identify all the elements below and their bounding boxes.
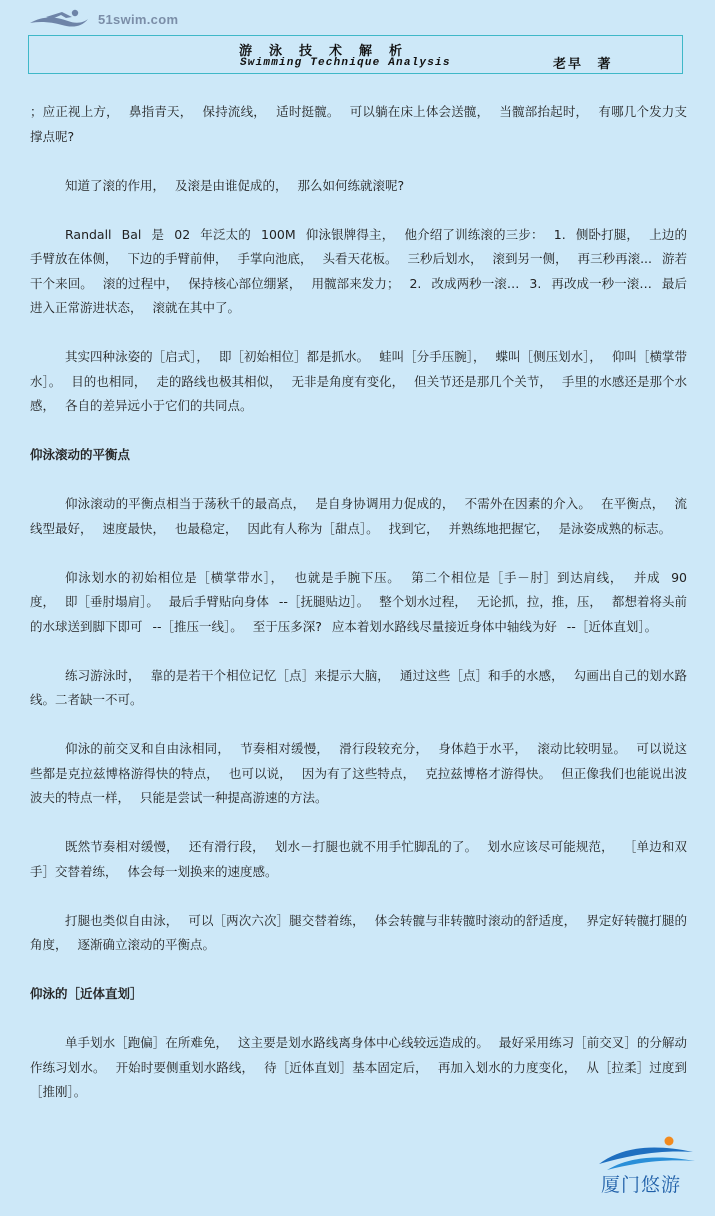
section-heading: 仰泳滚动的平衡点 [30,447,131,462]
article-header [28,35,683,74]
article-title: 游泳技术解析 [239,44,420,59]
watermark-text: 厦门悠游 [601,1174,682,1196]
article-author: 老早 著 [553,57,613,72]
wave-icon [593,1134,701,1174]
paragraph: 练习游泳时， 靠的是若干个相位记忆［点］来提示大脑， 通过这些［点］和手的水感， 勾画出自己的划水路线。二者缺一不可。 [30,667,687,707]
paragraph: 打腿也类似自由泳， 可以［两次六次］腿交替着练， 体会转髋与非转髋时滚动的舒适度， 界定好转髋打腿的角度， 逐渐确立滚动的平衡点。 [30,912,687,952]
paragraph: 仰泳划水的初始相位是［横掌带水］， 也就是手腕下压。 第二个相位是［手－肘］到达肩线， 并成 90 度， 即［垂肘塌肩］。 最后手臂贴向身体 --［抚腿贴边］。 整个划水过程， 无论抓，拉，推，压， 都想着将头前的水球送到脚下即可 --［推压一线］。 至于压多深? 应本着划水路线尽量接近身体中轴线为好 --［近体直划］。 [30,569,687,634]
section-heading: 仰泳的［近体直划］ [30,986,143,1001]
site-logo[interactable] [28,6,178,32]
paragraph: 仰泳滚动的平衡点相当于荡秋千的最高点， 是自身协调用力促成的， 不需外在因素的介入。 在平衡点， 流线型最好， 速度最快， 也最稳定， 因此有人称为［甜点］。 找到它， 并熟练地把握它， 是泳姿成熟的标志。 [30,496,687,536]
paragraph: 既然节奏相对缓慢， 还有滑行段， 划水－打腿也就不用手忙脚乱的了。 划水应该尽可能规范， ［单边和双手］交替着练， 体会每一划换来的速度感。 [30,839,687,879]
watermark-logo [593,1134,701,1200]
paragraph: ；应正视上方， 鼻指青天， 保持流线， 适时挺髋。 可以躺在床上体会送髋， 当髋部抬起时， 有哪几个发力支撑点呢? [30,104,687,144]
article-body [30,100,687,1129]
site-domain: 51swim.com [98,11,179,27]
paragraph: 知道了滚的作用， 及滚是由谁促成的， 那么如何练就滚呢? [65,177,405,193]
paragraph: Randall Bal 是 02 年泛太的 100M 仰泳银牌得主， 他介绍了训练滚的三步： 1. 侧卧打腿， 上边的手臂放在体侧， 下边的手臂前伸， 手掌向池底， 头看天花板。 三秒后划水， 滚到另一侧， 再三秒再滚... 游若干个来回。 滚的过程中， 保持核心部位绷紧， 用髋部来发力； 2. 改成两秒一滚… 3. 再改成一秒一滚… 最后进入正常游进状态， 滚就在其中了。 [30,226,687,315]
paragraph: 单手划水［跑偏］在所难免， 这主要是划水路线离身体中心线较远造成的。 最好采用练习［前交叉］的分解动作练习划水。 开始时要侧重划水路线， 待［近体直划］基本固定后， 再加入划水的力度变化， 从［拉柔］过度到［推刚］。 [30,1035,687,1099]
paragraph: 仰泳的前交叉和自由泳相同， 节奏相对缓慢， 滑行段较充分， 身体趋于水平， 滚动比较明显。 可以说这些都是克拉兹博格游得快的特点， 也可以说， 因为有了这些特点， 克拉兹博格才游得快。 但正像我们也能说出波波夫的特点一样， 只能是尝试一种提高游速的方法。 [30,741,687,805]
paragraph: 其实四种泳姿的［启式］， 即［初始相位］都是抓水。 蛙叫［分手压腕］， 蝶叫［侧压划水］， 仰叫［横掌带水］。 目的也相同， 走的路线也极其相似， 无非是角度有变化， 但关节还是那几个关节， 手里的水感还是那个水感， 各自的差异远小于它们的共同点。 [30,349,687,413]
article-title-en: Swimming Technique Analysis [240,57,451,69]
swimmer-logo-icon [28,8,90,30]
